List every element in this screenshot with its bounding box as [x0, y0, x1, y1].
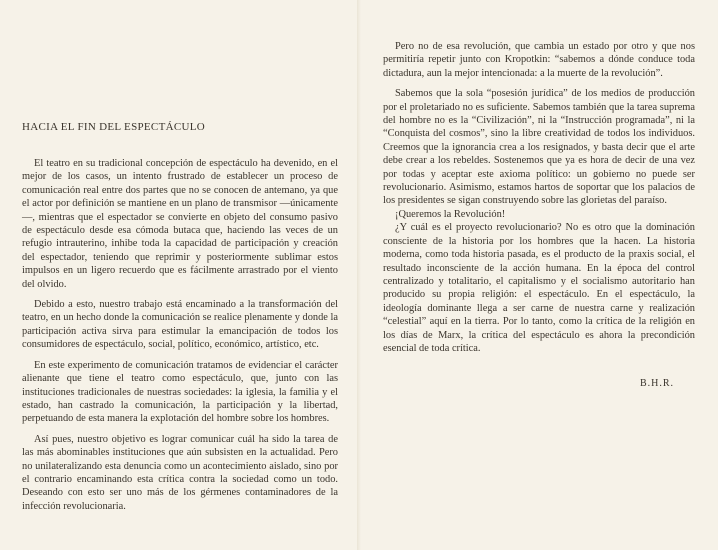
right-page-text [383, 40, 695, 362]
paragraph: En este experimento de comunicación tratamos de evidenciar el carácter alienante que tiene el teatro como espectáculo, que, junto con las instituciones tradicionales de nuestras sociedades: la iglesia, la familia y el estado, han castrado la comunicación, la participación y la libertad, perpetuando de esta manera la explotación del hombre sobre los hombres. [22, 359, 338, 425]
paragraph: Sabemos que la sola “posesión jurídica” de los medios de producción por el proletariado no es suficiente. Sabemos también que la tarea suprema del hombre no es la “Civilización”, ni la “Instrucción programada”, ni la “Conquista del cosmos”, sino la libre creatividad de todos los individuos. Creemos que la ignorancia crea a los resignados, y basta decir que el arte debe crear a los rebeldes. Sostenemos que ya es hora de decir de una vez por todas y aceptar este axioma político: un gobierno no puede ser revolucionario. Asimismo, estamos hartos de soportar que los palacios de los presidentes se sigan construyendo sobre las glorietas del paraíso. [383, 88, 695, 207]
author-signature: B.H.R. [640, 378, 675, 389]
left-page-text [22, 157, 338, 520]
paragraph: ¡Queremos la Revolución! [395, 208, 506, 220]
document-title: HACIA EL FIN DEL ESPECTÁCULO [22, 121, 205, 133]
paragraph: Debido a esto, nuestro trabajo está encaminado a la transformación del teatro, en un hecho donde la comunicación se realice plenamente y donde la participación activa sirva para estimular la emancipación de todos los consumidores de espectáculo, social, político, económico, artístico, etc. [22, 299, 338, 351]
paragraph: El teatro en su tradicional concepción de espectáculo ha devenido, en el mejor de los casos, un intento frustrado de establecer un proceso de comunicación real entre dos partes que no se conocen de antemano, ya que el actor por definición se mantiene en un plano de transmisor —únicamente—, mientras que el espectador se convierte en objeto del consumo pasivo de espectáculo desde esa cómoda butaca que, haciendo las veces de un refugio intrauterino, inhibe toda la capacidad de participación y creación del espectador, teniendo que reprimir y posteriormente sublimar estos impulsos en un ligero recuerdo que es fácilmente arrastrado por el viento del olvido. [22, 158, 338, 290]
paragraph: Pero no de esa revolución, que cambia un estado por otro y que nos permitiría repetir junto con Kropotkin: “sabemos a dónde conduce toda dictadura, aun la mejor intencionada: a la muerte de la revolución”. [383, 41, 695, 79]
paragraph: ¿Y cuál es el proyecto revolucionario? No es otro que la dominación consciente de la historia por los hombres que la hacen. La historia moderna, como toda historia pasada, es el producto de la praxis social, el resultado inconsciente de la acción humana. En la época del control centralizado y totalitario, el capitalismo y el socialismo autoritario han producido su propia religión: el espectáculo. En el espectáculo, la ideología dominante llega a ser carne de nuestra carne y realización “celestial” aquí en la tierra. Por lo tanto, como la crítica de la religión en los días de Marx, la crítica del espectáculo es ahora la precondición esencial de toda crítica. [383, 222, 695, 354]
page-gutter [357, 0, 361, 550]
paragraph: Así pues, nuestro objetivo es lograr comunicar cuál ha sido la tarea de las más abominables instituciones que aún subsisten en la actualidad. Pero no unilateralizando esta denuncia como un acontecimiento aislado, sino por el contrario encaminando esta crítica contra la sociedad como un todo. Deseando con esto ser uno más de los gérmenes contaminadores de la infección revolucionaria. [22, 433, 338, 512]
